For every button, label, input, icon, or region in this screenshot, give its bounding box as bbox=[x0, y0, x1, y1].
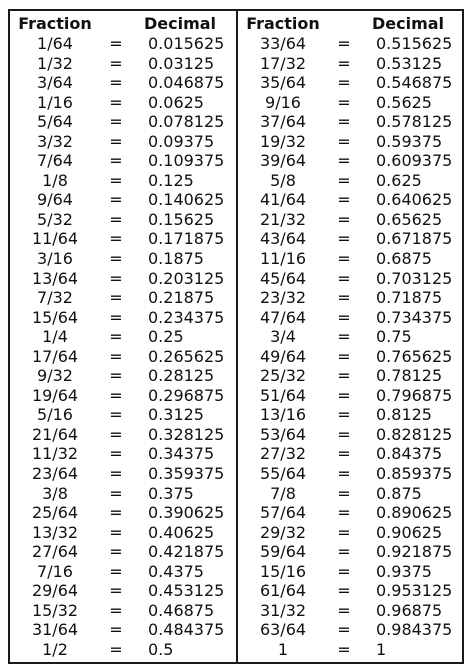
table-row bbox=[10, 444, 236, 464]
fraction-value: 15/64 bbox=[31, 307, 79, 327]
right-rows bbox=[238, 34, 464, 660]
left-half bbox=[10, 13, 236, 660]
fraction-value: 1/64 bbox=[37, 34, 73, 53]
fraction-header: Fraction bbox=[18, 14, 92, 33]
decimal-value: 0.65625 bbox=[376, 209, 443, 229]
decimal-value: 0.28125 bbox=[148, 366, 215, 386]
fraction-value: 59/64 bbox=[259, 542, 307, 562]
equals-sign: = bbox=[337, 424, 351, 444]
decimal-value: 0.765625 bbox=[376, 346, 453, 366]
decimal-value: 0.75 bbox=[376, 327, 412, 347]
right-header-row bbox=[238, 13, 464, 34]
fraction-value: 9/64 bbox=[37, 190, 73, 210]
fraction-value: 27/64 bbox=[31, 542, 79, 562]
fraction-value: 7/64 bbox=[37, 151, 73, 171]
decimal-value: 0.6875 bbox=[376, 249, 432, 269]
fraction-value: 33/64 bbox=[259, 34, 307, 53]
decimal-value: 0.875 bbox=[376, 483, 422, 503]
table-row bbox=[10, 73, 236, 93]
equals-sign: = bbox=[109, 464, 123, 484]
equals-sign: = bbox=[337, 268, 351, 288]
fraction-value: 11/16 bbox=[259, 249, 307, 269]
fraction-value: 49/64 bbox=[259, 346, 307, 366]
equals-sign: = bbox=[109, 151, 123, 171]
equals-sign: = bbox=[337, 170, 351, 190]
table-row bbox=[238, 620, 464, 640]
table-row bbox=[238, 132, 464, 152]
table-row bbox=[10, 210, 236, 230]
equals-sign: = bbox=[109, 268, 123, 288]
fraction-value: 17/32 bbox=[259, 53, 307, 73]
equals-sign: = bbox=[109, 34, 123, 53]
decimal-value: 0.234375 bbox=[148, 307, 225, 327]
fraction-value: 1/16 bbox=[37, 92, 73, 112]
decimal-value: 0.734375 bbox=[376, 307, 453, 327]
fraction-value: 3/4 bbox=[270, 327, 296, 347]
decimal-value: 0.609375 bbox=[376, 151, 453, 171]
fraction-value: 1/8 bbox=[42, 170, 68, 190]
decimal-value: 0.21875 bbox=[148, 288, 215, 308]
decimal-value: 0.34375 bbox=[148, 444, 215, 464]
decimal-value: 0.78125 bbox=[376, 366, 443, 386]
equals-sign: = bbox=[109, 170, 123, 190]
table-row bbox=[10, 386, 236, 406]
table-row bbox=[238, 269, 464, 289]
table-row bbox=[238, 347, 464, 367]
decimal-value: 0.53125 bbox=[376, 53, 443, 73]
table-row bbox=[238, 93, 464, 113]
decimal-value: 0.203125 bbox=[148, 268, 225, 288]
decimal-value: 0.828125 bbox=[376, 424, 453, 444]
table-row bbox=[238, 601, 464, 621]
table-row bbox=[238, 34, 464, 54]
fraction-value: 29/32 bbox=[259, 522, 307, 542]
equals-sign: = bbox=[109, 346, 123, 366]
equals-sign: = bbox=[109, 288, 123, 308]
right-half bbox=[238, 13, 464, 660]
fraction-value: 19/32 bbox=[259, 131, 307, 151]
equals-sign: = bbox=[109, 249, 123, 269]
fraction-value: 21/64 bbox=[31, 424, 79, 444]
fraction-value: 51/64 bbox=[259, 385, 307, 405]
equals-sign: = bbox=[337, 483, 351, 503]
table-row bbox=[238, 562, 464, 582]
decimal-value: 0.578125 bbox=[376, 112, 453, 132]
equals-sign: = bbox=[337, 464, 351, 484]
table-row bbox=[10, 288, 236, 308]
table-row bbox=[10, 640, 236, 660]
fraction-header: Fraction bbox=[246, 14, 320, 33]
table-row bbox=[238, 405, 464, 425]
decimal-value: 0.140625 bbox=[148, 190, 225, 210]
decimal-value: 0.25 bbox=[148, 327, 184, 347]
fraction-value: 31/64 bbox=[31, 620, 79, 640]
decimal-value: 0.890625 bbox=[376, 503, 453, 523]
equals-sign: = bbox=[337, 366, 351, 386]
table-row bbox=[10, 112, 236, 132]
fraction-value: 5/8 bbox=[270, 170, 296, 190]
equals-sign: = bbox=[109, 424, 123, 444]
table-row bbox=[10, 405, 236, 425]
table-row bbox=[10, 581, 236, 601]
table-row bbox=[10, 523, 236, 543]
decimal-value: 0.078125 bbox=[148, 112, 225, 132]
decimal-value: 0.703125 bbox=[376, 268, 453, 288]
fraction-value: 13/32 bbox=[31, 522, 79, 542]
fraction-value: 5/64 bbox=[37, 112, 73, 132]
decimal-value: 0.5 bbox=[148, 639, 174, 659]
equals-sign: = bbox=[109, 73, 123, 93]
decimal-value: 0.328125 bbox=[148, 424, 225, 444]
decimal-value: 0.84375 bbox=[376, 444, 443, 464]
table-row bbox=[10, 190, 236, 210]
decimal-value: 0.796875 bbox=[376, 385, 453, 405]
fraction-value: 57/64 bbox=[259, 503, 307, 523]
equals-sign: = bbox=[109, 600, 123, 620]
equals-sign: = bbox=[109, 444, 123, 464]
table-row bbox=[10, 327, 236, 347]
equals-sign: = bbox=[109, 229, 123, 249]
decimal-value: 0.171875 bbox=[148, 229, 225, 249]
decimal-header: Decimal bbox=[371, 14, 445, 33]
equals-sign: = bbox=[109, 561, 123, 581]
equals-sign: = bbox=[109, 385, 123, 405]
fraction-value: 3/32 bbox=[37, 131, 73, 151]
fraction-value: 29/64 bbox=[31, 581, 79, 601]
fraction-value: 45/64 bbox=[259, 268, 307, 288]
decimal-value: 0.296875 bbox=[148, 385, 225, 405]
equals-sign: = bbox=[109, 581, 123, 601]
fraction-value: 25/32 bbox=[259, 366, 307, 386]
table-row bbox=[10, 93, 236, 113]
fraction-value: 9/16 bbox=[265, 92, 301, 112]
fraction-value: 7/8 bbox=[270, 483, 296, 503]
fraction-value: 37/64 bbox=[259, 112, 307, 132]
table-row bbox=[238, 444, 464, 464]
equals-sign: = bbox=[337, 405, 351, 425]
table-row bbox=[10, 484, 236, 504]
fraction-value: 9/32 bbox=[37, 366, 73, 386]
table-row bbox=[238, 581, 464, 601]
fraction-value: 5/16 bbox=[37, 405, 73, 425]
fraction-value: 47/64 bbox=[259, 307, 307, 327]
fraction-value: 11/32 bbox=[31, 444, 79, 464]
table-row bbox=[10, 229, 236, 249]
decimal-value: 0.359375 bbox=[148, 464, 225, 484]
table-row bbox=[238, 484, 464, 504]
table-row bbox=[10, 34, 236, 54]
decimal-value: 0.46875 bbox=[148, 600, 215, 620]
equals-sign: = bbox=[109, 366, 123, 386]
equals-sign: = bbox=[337, 112, 351, 132]
fraction-value: 11/64 bbox=[31, 229, 79, 249]
fraction-value: 1/32 bbox=[37, 53, 73, 73]
decimal-value: 0.953125 bbox=[376, 581, 453, 601]
table-row bbox=[10, 542, 236, 562]
decimal-value: 0.03125 bbox=[148, 53, 215, 73]
decimal-value: 0.421875 bbox=[148, 542, 225, 562]
decimal-value: 0.1875 bbox=[148, 249, 204, 269]
fraction-value: 43/64 bbox=[259, 229, 307, 249]
fraction-value: 39/64 bbox=[259, 151, 307, 171]
table-row bbox=[10, 308, 236, 328]
decimal-value: 1 bbox=[376, 639, 387, 659]
fraction-value: 41/64 bbox=[259, 190, 307, 210]
equals-sign: = bbox=[337, 209, 351, 229]
decimal-value: 0.015625 bbox=[148, 34, 225, 53]
fraction-value: 13/64 bbox=[31, 268, 79, 288]
equals-sign: = bbox=[337, 151, 351, 171]
decimal-value: 0.546875 bbox=[376, 73, 453, 93]
decimal-value: 0.125 bbox=[148, 170, 194, 190]
decimal-value: 0.109375 bbox=[148, 151, 225, 171]
equals-sign: = bbox=[337, 444, 351, 464]
equals-sign: = bbox=[337, 53, 351, 73]
equals-sign: = bbox=[337, 249, 351, 269]
decimal-header: Decimal bbox=[143, 14, 217, 33]
equals-sign: = bbox=[109, 503, 123, 523]
table-row bbox=[238, 288, 464, 308]
equals-sign: = bbox=[109, 53, 123, 73]
decimal-value: 0.59375 bbox=[376, 131, 443, 151]
table-row bbox=[238, 327, 464, 347]
fraction-value: 63/64 bbox=[259, 620, 307, 640]
table-row bbox=[238, 308, 464, 328]
equals-sign: = bbox=[337, 190, 351, 210]
table-row bbox=[10, 54, 236, 74]
fraction-value: 1 bbox=[277, 639, 289, 659]
decimal-value: 0.71875 bbox=[376, 288, 443, 308]
fraction-value: 35/64 bbox=[259, 73, 307, 93]
fraction-value: 7/16 bbox=[37, 561, 73, 581]
equals-sign: = bbox=[337, 327, 351, 347]
decimal-value: 0.046875 bbox=[148, 73, 225, 93]
fraction-value: 1/2 bbox=[42, 639, 68, 659]
equals-sign: = bbox=[109, 190, 123, 210]
fraction-value: 23/64 bbox=[31, 464, 79, 484]
table-row bbox=[238, 54, 464, 74]
fraction-value: 3/8 bbox=[42, 483, 68, 503]
equals-sign: = bbox=[337, 346, 351, 366]
table-row bbox=[10, 269, 236, 289]
decimal-value: 0.671875 bbox=[376, 229, 453, 249]
equals-sign: = bbox=[337, 600, 351, 620]
decimal-value: 0.90625 bbox=[376, 522, 443, 542]
fraction-value: 21/32 bbox=[259, 209, 307, 229]
table-row bbox=[238, 542, 464, 562]
table-row bbox=[10, 464, 236, 484]
fraction-value: 31/32 bbox=[259, 600, 307, 620]
decimal-value: 0.640625 bbox=[376, 190, 453, 210]
decimal-value: 0.5625 bbox=[376, 92, 432, 112]
decimal-value: 0.921875 bbox=[376, 542, 453, 562]
table-row bbox=[10, 249, 236, 269]
decimal-value: 0.15625 bbox=[148, 209, 215, 229]
equals-sign: = bbox=[109, 112, 123, 132]
equals-sign: = bbox=[337, 503, 351, 523]
fraction-value: 5/32 bbox=[37, 209, 73, 229]
equals-sign: = bbox=[337, 639, 351, 659]
equals-sign: = bbox=[337, 73, 351, 93]
equals-sign: = bbox=[337, 581, 351, 601]
decimal-value: 0.390625 bbox=[148, 503, 225, 523]
fraction-value: 17/64 bbox=[31, 346, 79, 366]
table-row bbox=[238, 151, 464, 171]
table-row bbox=[238, 73, 464, 93]
equals-sign: = bbox=[337, 620, 351, 640]
table-row bbox=[10, 132, 236, 152]
equals-sign: = bbox=[337, 288, 351, 308]
table-row bbox=[10, 347, 236, 367]
decimal-value: 0.40625 bbox=[148, 522, 215, 542]
table-row bbox=[238, 640, 464, 660]
equals-sign: = bbox=[337, 131, 351, 151]
fraction-value: 15/16 bbox=[259, 561, 307, 581]
table-row bbox=[238, 171, 464, 191]
decimal-value: 0.484375 bbox=[148, 620, 225, 640]
fraction-value: 15/32 bbox=[31, 600, 79, 620]
equals-sign: = bbox=[109, 639, 123, 659]
table-row bbox=[10, 562, 236, 582]
table-row bbox=[10, 601, 236, 621]
equals-sign: = bbox=[109, 620, 123, 640]
equals-sign: = bbox=[337, 307, 351, 327]
fraction-value: 61/64 bbox=[259, 581, 307, 601]
decimal-value: 0.96875 bbox=[376, 600, 443, 620]
fraction-value: 53/64 bbox=[259, 424, 307, 444]
equals-sign: = bbox=[109, 522, 123, 542]
table-row bbox=[238, 386, 464, 406]
fraction-value: 7/32 bbox=[37, 288, 73, 308]
equals-sign: = bbox=[109, 92, 123, 112]
table-row bbox=[238, 464, 464, 484]
equals-sign: = bbox=[337, 92, 351, 112]
equals-sign: = bbox=[109, 131, 123, 151]
table-row bbox=[10, 151, 236, 171]
left-rows bbox=[10, 34, 236, 660]
decimal-value: 0.859375 bbox=[376, 464, 453, 484]
fraction-value: 27/32 bbox=[259, 444, 307, 464]
table-row bbox=[10, 171, 236, 191]
decimal-value: 0.453125 bbox=[148, 581, 225, 601]
left-header-row bbox=[10, 13, 236, 34]
table-row bbox=[10, 620, 236, 640]
equals-sign: = bbox=[337, 561, 351, 581]
decimal-value: 0.984375 bbox=[376, 620, 453, 640]
decimal-value: 0.265625 bbox=[148, 346, 225, 366]
equals-sign: = bbox=[337, 229, 351, 249]
equals-sign: = bbox=[337, 34, 351, 53]
table-row bbox=[238, 425, 464, 445]
fraction-value: 13/16 bbox=[259, 405, 307, 425]
equals-sign: = bbox=[337, 542, 351, 562]
table-row bbox=[238, 190, 464, 210]
fraction-value: 3/64 bbox=[37, 73, 73, 93]
table-row bbox=[238, 210, 464, 230]
decimal-value: 0.3125 bbox=[148, 405, 204, 425]
decimal-value: 0.375 bbox=[148, 483, 194, 503]
equals-sign: = bbox=[337, 385, 351, 405]
table-row bbox=[10, 425, 236, 445]
equals-sign: = bbox=[109, 542, 123, 562]
equals-sign: = bbox=[109, 483, 123, 503]
table-row bbox=[10, 503, 236, 523]
table-row bbox=[238, 523, 464, 543]
equals-sign: = bbox=[109, 405, 123, 425]
table-row bbox=[238, 229, 464, 249]
table-row bbox=[238, 366, 464, 386]
equals-sign: = bbox=[337, 522, 351, 542]
table-row bbox=[238, 503, 464, 523]
table-row bbox=[10, 366, 236, 386]
decimal-value: 0.4375 bbox=[148, 561, 204, 581]
decimal-value: 0.515625 bbox=[376, 34, 453, 53]
decimal-value: 0.625 bbox=[376, 170, 422, 190]
fraction-value: 19/64 bbox=[31, 385, 79, 405]
fraction-value: 23/32 bbox=[259, 288, 307, 308]
equals-sign: = bbox=[109, 307, 123, 327]
table-row bbox=[238, 249, 464, 269]
decimal-value: 0.0625 bbox=[148, 92, 204, 112]
equals-sign: = bbox=[109, 327, 123, 347]
fraction-value: 3/16 bbox=[37, 249, 73, 269]
decimal-value: 0.8125 bbox=[376, 405, 432, 425]
decimal-value: 0.9375 bbox=[376, 561, 432, 581]
fraction-value: 25/64 bbox=[31, 503, 79, 523]
decimal-value: 0.09375 bbox=[148, 131, 215, 151]
table-row bbox=[238, 112, 464, 132]
fraction-value: 55/64 bbox=[259, 464, 307, 484]
fraction-value: 1/4 bbox=[42, 327, 68, 347]
equals-sign: = bbox=[109, 209, 123, 229]
